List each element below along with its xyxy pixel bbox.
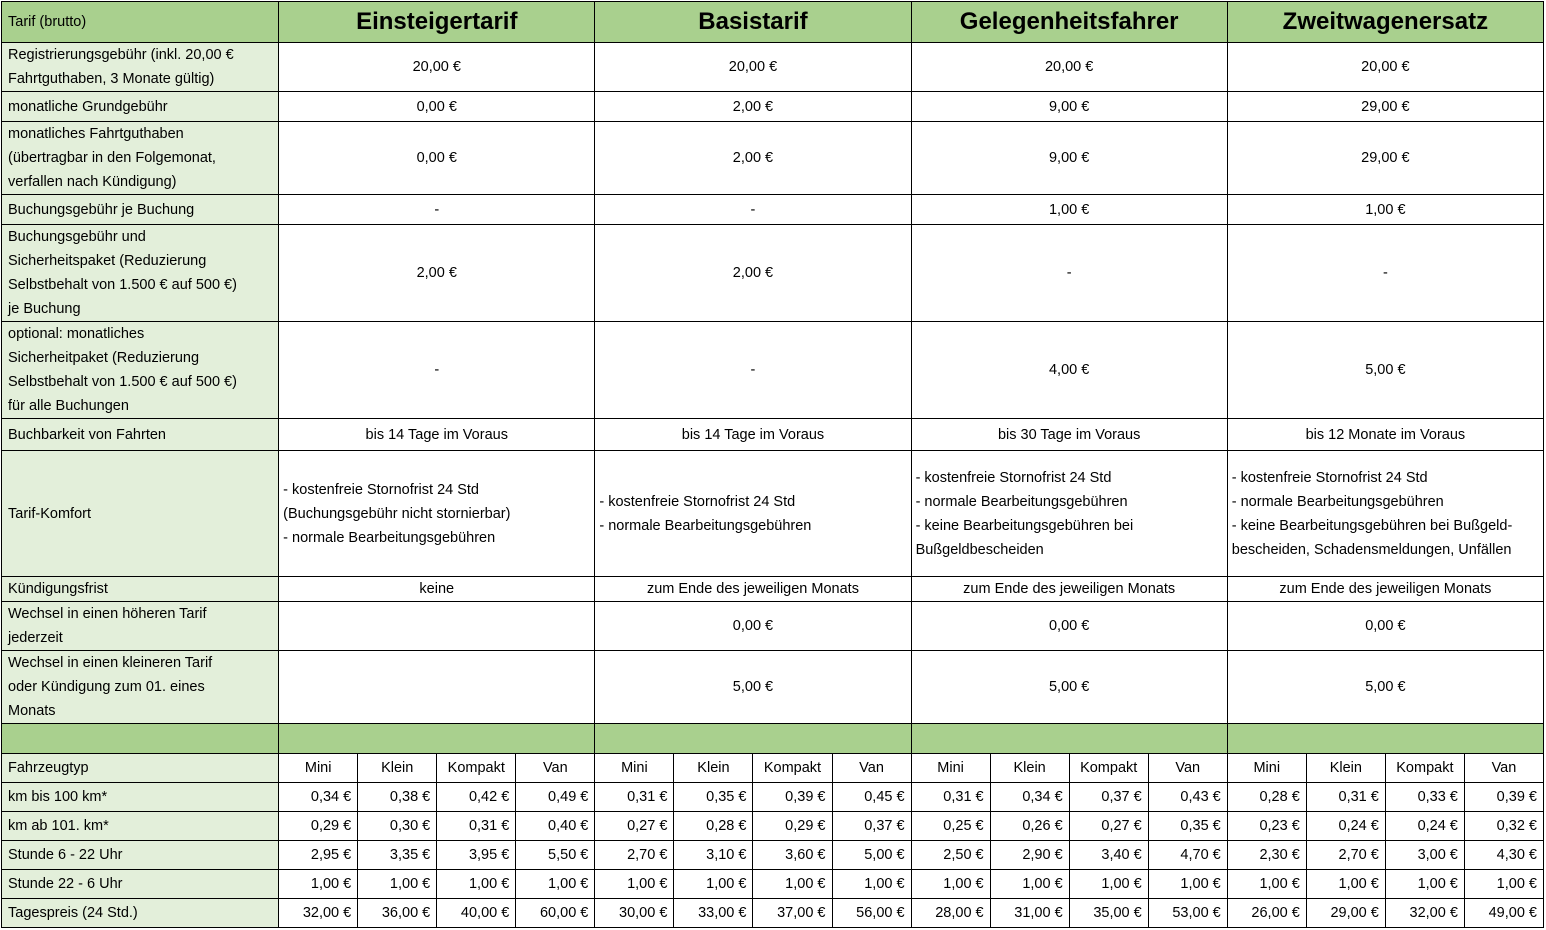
cell-wechsel_klein-3: 5,00 € — [1227, 651, 1543, 724]
price-cell: 0,27 € — [595, 812, 674, 841]
price-cell: 2,90 € — [990, 841, 1069, 870]
cell-sicherheitspaket-1: 2,00 € — [595, 225, 911, 322]
price-cell: 33,00 € — [674, 899, 753, 928]
price-cell: 0,30 € — [358, 812, 437, 841]
comfort-line: - keine Bearbeitungsgebühren bei Bußgeld- — [1231, 517, 1513, 534]
row-buchungsgebuehr — [2, 195, 1544, 225]
comfort-line: - keine Bearbeitungsgebühren bei — [915, 517, 1134, 534]
row-label-line: Sicherheitpaket (Reduzierung — [8, 350, 200, 366]
price-cell: 32,00 € — [279, 899, 358, 928]
price-cell: 1,00 € — [437, 870, 516, 899]
price-cell: 1,00 € — [1148, 870, 1227, 899]
cell-wechsel_hoch-3: 0,00 € — [1227, 602, 1543, 651]
row-label-sicherheitspaket — [2, 225, 279, 322]
price-cell: 0,37 € — [832, 812, 911, 841]
price-cell: 1,00 € — [279, 870, 358, 899]
row-label-line: Sicherheitspaket (Reduzierung — [8, 253, 207, 269]
price-cell: 1,00 € — [516, 870, 595, 899]
cell-komfort-2 — [911, 451, 1227, 577]
price-cell: 1,00 € — [1306, 870, 1385, 899]
price-row-label: Stunde 22 - 6 Uhr — [2, 870, 279, 899]
tariff-header-einsteiger: Einsteigertarif — [279, 2, 595, 43]
price-cell: 3,00 € — [1385, 841, 1464, 870]
cell-grundgebuehr-3: 29,00 € — [1227, 92, 1543, 122]
separator-cell — [595, 724, 911, 754]
price-cell: 0,35 € — [674, 783, 753, 812]
price-cell: 0,38 € — [358, 783, 437, 812]
tariff-header-gelegenheit: Gelegenheitsfahrer — [911, 2, 1227, 43]
row-label-line: Wechsel in einen kleineren Tarif — [8, 655, 213, 671]
cell-registrierung-0: 20,00 € — [279, 43, 595, 92]
price-row-label: Stunde 6 - 22 Uhr — [2, 841, 279, 870]
price-cell: 0,28 € — [674, 812, 753, 841]
price-cell: 1,00 € — [1069, 870, 1148, 899]
row-label-grundgebuehr: monatliche Grundgebühr — [2, 92, 279, 122]
cell-kuendigung-0: keine — [279, 577, 595, 602]
comfort-line: (Buchungsgebühr nicht stornierbar) — [283, 505, 511, 522]
price-cell: 1,00 € — [990, 870, 1069, 899]
vehicle-type-cell: Klein — [674, 754, 753, 783]
price-cell: 40,00 € — [437, 899, 516, 928]
vehicle-type-cell: Van — [832, 754, 911, 783]
row-label-line: je Buchung — [8, 301, 81, 317]
price-cell: 1,00 € — [1464, 870, 1543, 899]
price-cell: 32,00 € — [1385, 899, 1464, 928]
price-cell: 2,70 € — [595, 841, 674, 870]
price-cell: 3,35 € — [358, 841, 437, 870]
row-sicherheitspaket — [2, 225, 1544, 322]
row-label-line: (übertragbar in den Folgemonat, — [8, 150, 216, 166]
row-grundgebuehr — [2, 92, 1544, 122]
cell-wechsel_hoch-2: 0,00 € — [911, 602, 1227, 651]
header-row — [2, 2, 1544, 43]
price-cell: 0,29 € — [279, 812, 358, 841]
vehicle-type-cell: Van — [1148, 754, 1227, 783]
tariff-table — [1, 1, 1544, 928]
cell-fahrtguthaben-3: 29,00 € — [1227, 122, 1543, 195]
row-label-monatl_sicherheit — [2, 322, 279, 419]
vehicle-type-cell: Kompakt — [1069, 754, 1148, 783]
row-monatl_sicherheit — [2, 322, 1544, 419]
price-cell: 0,28 € — [1227, 783, 1306, 812]
price-cell: 1,00 € — [358, 870, 437, 899]
price-cell: 0,31 € — [437, 812, 516, 841]
cell-buchungsgebuehr-3: 1,00 € — [1227, 195, 1543, 225]
row-fahrtguthaben — [2, 122, 1544, 195]
price-cell: 30,00 € — [595, 899, 674, 928]
row-wechsel_klein — [2, 651, 1544, 724]
price-row — [2, 783, 1544, 812]
cell-registrierung-3: 20,00 € — [1227, 43, 1543, 92]
row-label-kuendigung: Kündigungsfrist — [2, 577, 279, 602]
price-cell: 60,00 € — [516, 899, 595, 928]
comfort-line: - normale Bearbeitungsgebühren — [283, 529, 496, 546]
price-cell: 0,39 € — [1464, 783, 1543, 812]
row-buchbarkeit — [2, 419, 1544, 451]
row-label-line: monatliches Fahrtguthaben — [8, 126, 184, 142]
row-label-line: Fahrtguthaben, 3 Monate gültig) — [8, 71, 215, 87]
price-cell: 0,35 € — [1148, 812, 1227, 841]
comfort-line: - kostenfreie Stornofrist 24 Std — [915, 469, 1112, 486]
price-cell: 0,27 € — [1069, 812, 1148, 841]
price-cell: 0,29 € — [753, 812, 832, 841]
tariff-header-zweitwagen: Zweitwagenersatz — [1227, 2, 1543, 43]
price-cell: 0,34 € — [279, 783, 358, 812]
price-row-label: km bis 100 km* — [2, 783, 279, 812]
cell-buchbarkeit-1: bis 14 Tage im Voraus — [595, 419, 911, 451]
cell-monatl_sicherheit-0: - — [279, 322, 595, 419]
cell-kuendigung-1: zum Ende des jeweiligen Monats — [595, 577, 911, 602]
cell-wechsel_klein-2: 5,00 € — [911, 651, 1227, 724]
price-row-label: Tagespreis (24 Std.) — [2, 899, 279, 928]
price-cell: 0,49 € — [516, 783, 595, 812]
cell-buchbarkeit-3: bis 12 Monate im Voraus — [1227, 419, 1543, 451]
price-cell: 28,00 € — [911, 899, 990, 928]
row-label-line: Monats — [8, 703, 56, 719]
price-cell: 0,25 € — [911, 812, 990, 841]
cell-buchungsgebuehr-0: - — [279, 195, 595, 225]
cell-monatl_sicherheit-1: - — [595, 322, 911, 419]
comfort-line: - kostenfreie Stornofrist 24 Std — [1231, 469, 1428, 486]
separator-cell — [1227, 724, 1543, 754]
cell-buchungsgebuehr-2: 1,00 € — [911, 195, 1227, 225]
price-cell: 2,50 € — [911, 841, 990, 870]
row-label-line: Selbstbehalt von 1.500 € auf 500 €) — [8, 277, 237, 293]
price-cell: 49,00 € — [1464, 899, 1543, 928]
cell-wechsel_klein-1: 5,00 € — [595, 651, 911, 724]
row-label-line: verfallen nach Kündigung) — [8, 174, 177, 190]
price-cell: 0,26 € — [990, 812, 1069, 841]
price-cell: 26,00 € — [1227, 899, 1306, 928]
price-cell: 0,43 € — [1148, 783, 1227, 812]
row-label-line: Buchungsgebühr und — [8, 229, 146, 245]
price-row — [2, 812, 1544, 841]
cell-grundgebuehr-0: 0,00 € — [279, 92, 595, 122]
cell-buchbarkeit-2: bis 30 Tage im Voraus — [911, 419, 1227, 451]
vehicle-type-cell: Mini — [279, 754, 358, 783]
comfort-line: - normale Bearbeitungsgebühren — [1231, 493, 1444, 510]
row-label-wechsel_klein — [2, 651, 279, 724]
price-cell: 0,24 € — [1306, 812, 1385, 841]
price-cell: 3,95 € — [437, 841, 516, 870]
row-label-line: oder Kündigung zum 01. eines — [8, 679, 205, 695]
price-cell: 0,42 € — [437, 783, 516, 812]
price-cell: 0,32 € — [1464, 812, 1543, 841]
vehicle-type-cell: Kompakt — [753, 754, 832, 783]
cell-kuendigung-3: zum Ende des jeweiligen Monats — [1227, 577, 1543, 602]
row-label-line: Wechsel in einen höheren Tarif — [8, 606, 207, 622]
row-label-line: Selbstbehalt von 1.500 € auf 500 €) — [8, 374, 237, 390]
row-wechsel_hoch — [2, 602, 1544, 651]
vehicle-type-label: Fahrzeugtyp — [2, 754, 279, 783]
price-cell: 53,00 € — [1148, 899, 1227, 928]
vehicle-type-cell: Klein — [358, 754, 437, 783]
header-label: Tarif (brutto) — [2, 2, 279, 43]
price-cell: 0,24 € — [1385, 812, 1464, 841]
row-label-line: jederzeit — [8, 630, 63, 646]
price-cell: 1,00 € — [911, 870, 990, 899]
separator-cell — [911, 724, 1227, 754]
price-cell: 1,00 € — [832, 870, 911, 899]
comfort-line: bescheiden, Schadensmeldungen, Unfällen — [1231, 541, 1512, 558]
price-cell: 1,00 € — [595, 870, 674, 899]
price-cell: 0,31 € — [1306, 783, 1385, 812]
tariff-header-basis: Basistarif — [595, 2, 911, 43]
cell-grundgebuehr-1: 2,00 € — [595, 92, 911, 122]
price-cell: 0,34 € — [990, 783, 1069, 812]
cell-fahrtguthaben-2: 9,00 € — [911, 122, 1227, 195]
price-cell: 2,30 € — [1227, 841, 1306, 870]
cell-monatl_sicherheit-3: 5,00 € — [1227, 322, 1543, 419]
cell-kuendigung-2: zum Ende des jeweiligen Monats — [911, 577, 1227, 602]
cell-komfort-1 — [595, 451, 911, 577]
price-cell: 3,60 € — [753, 841, 832, 870]
cell-komfort-3 — [1227, 451, 1543, 577]
row-label-registrierung — [2, 43, 279, 92]
price-cell: 0,45 € — [832, 783, 911, 812]
price-cell: 36,00 € — [358, 899, 437, 928]
vehicle-type-cell: Van — [516, 754, 595, 783]
vehicle-type-cell: Kompakt — [1385, 754, 1464, 783]
price-cell: 5,00 € — [832, 841, 911, 870]
cell-monatl_sicherheit-2: 4,00 € — [911, 322, 1227, 419]
price-cell: 0,33 € — [1385, 783, 1464, 812]
cell-registrierung-1: 20,00 € — [595, 43, 911, 92]
row-label-line: optional: monatliches — [8, 326, 145, 342]
price-cell: 31,00 € — [990, 899, 1069, 928]
price-cell: 29,00 € — [1306, 899, 1385, 928]
price-cell: 5,50 € — [516, 841, 595, 870]
row-komfort — [2, 451, 1544, 577]
row-label-wechsel_hoch — [2, 602, 279, 651]
row-label-fahrtguthaben — [2, 122, 279, 195]
price-cell: 4,70 € — [1148, 841, 1227, 870]
price-cell: 3,10 € — [674, 841, 753, 870]
price-cell: 1,00 € — [674, 870, 753, 899]
row-label-line: für alle Buchungen — [8, 398, 129, 414]
separator-row — [2, 724, 1544, 754]
price-row — [2, 899, 1544, 928]
price-row — [2, 841, 1544, 870]
vehicle-type-cell: Klein — [990, 754, 1069, 783]
price-cell: 1,00 € — [1227, 870, 1306, 899]
row-label-buchungsgebuehr: Buchungsgebühr je Buchung — [2, 195, 279, 225]
cell-komfort-0 — [279, 451, 595, 577]
cell-sicherheitspaket-3: - — [1227, 225, 1543, 322]
vehicle-type-cell: Van — [1464, 754, 1543, 783]
cell-sicherheitspaket-2: - — [911, 225, 1227, 322]
cell-wechsel_hoch-1: 0,00 € — [595, 602, 911, 651]
cell-registrierung-2: 20,00 € — [911, 43, 1227, 92]
comfort-line: - kostenfreie Stornofrist 24 Std — [283, 481, 479, 498]
cell-fahrtguthaben-1: 2,00 € — [595, 122, 911, 195]
vehicle-type-cell: Mini — [1227, 754, 1306, 783]
price-cell: 2,70 € — [1306, 841, 1385, 870]
price-cell: 0,31 € — [911, 783, 990, 812]
cell-wechsel_klein-0 — [279, 651, 595, 724]
vehicle-type-row — [2, 754, 1544, 783]
vehicle-type-cell: Mini — [595, 754, 674, 783]
price-cell: 3,40 € — [1069, 841, 1148, 870]
price-cell: 0,31 € — [595, 783, 674, 812]
cell-buchungsgebuehr-1: - — [595, 195, 911, 225]
vehicle-type-cell: Kompakt — [437, 754, 516, 783]
vehicle-type-cell: Mini — [911, 754, 990, 783]
vehicle-type-cell: Klein — [1306, 754, 1385, 783]
cell-grundgebuehr-2: 9,00 € — [911, 92, 1227, 122]
price-cell: 37,00 € — [753, 899, 832, 928]
price-cell: 0,39 € — [753, 783, 832, 812]
price-cell: 0,40 € — [516, 812, 595, 841]
price-cell: 1,00 € — [1385, 870, 1464, 899]
price-cell: 1,00 € — [753, 870, 832, 899]
row-label-buchbarkeit: Buchbarkeit von Fahrten — [2, 419, 279, 451]
separator-cell — [2, 724, 279, 754]
row-kuendigung — [2, 577, 1544, 602]
price-cell: 2,95 € — [279, 841, 358, 870]
cell-buchbarkeit-0: bis 14 Tage im Voraus — [279, 419, 595, 451]
cell-wechsel_hoch-0 — [279, 602, 595, 651]
comfort-line: - normale Bearbeitungsgebühren — [599, 517, 812, 534]
price-cell: 35,00 € — [1069, 899, 1148, 928]
row-label-line: Registrierungsgebühr (inkl. 20,00 € — [8, 47, 234, 63]
comfort-line: - kostenfreie Stornofrist 24 Std — [599, 493, 796, 510]
comfort-line: Bußgeldbescheiden — [915, 541, 1044, 558]
comfort-line: - normale Bearbeitungsgebühren — [915, 493, 1128, 510]
row-registrierung — [2, 43, 1544, 92]
price-cell: 56,00 € — [832, 899, 911, 928]
price-cell: 0,23 € — [1227, 812, 1306, 841]
cell-fahrtguthaben-0: 0,00 € — [279, 122, 595, 195]
price-row-label: km ab 101. km* — [2, 812, 279, 841]
separator-cell — [279, 724, 595, 754]
cell-sicherheitspaket-0: 2,00 € — [279, 225, 595, 322]
price-cell: 0,37 € — [1069, 783, 1148, 812]
price-cell: 4,30 € — [1464, 841, 1543, 870]
price-row — [2, 870, 1544, 899]
row-label-komfort: Tarif-Komfort — [2, 451, 279, 577]
